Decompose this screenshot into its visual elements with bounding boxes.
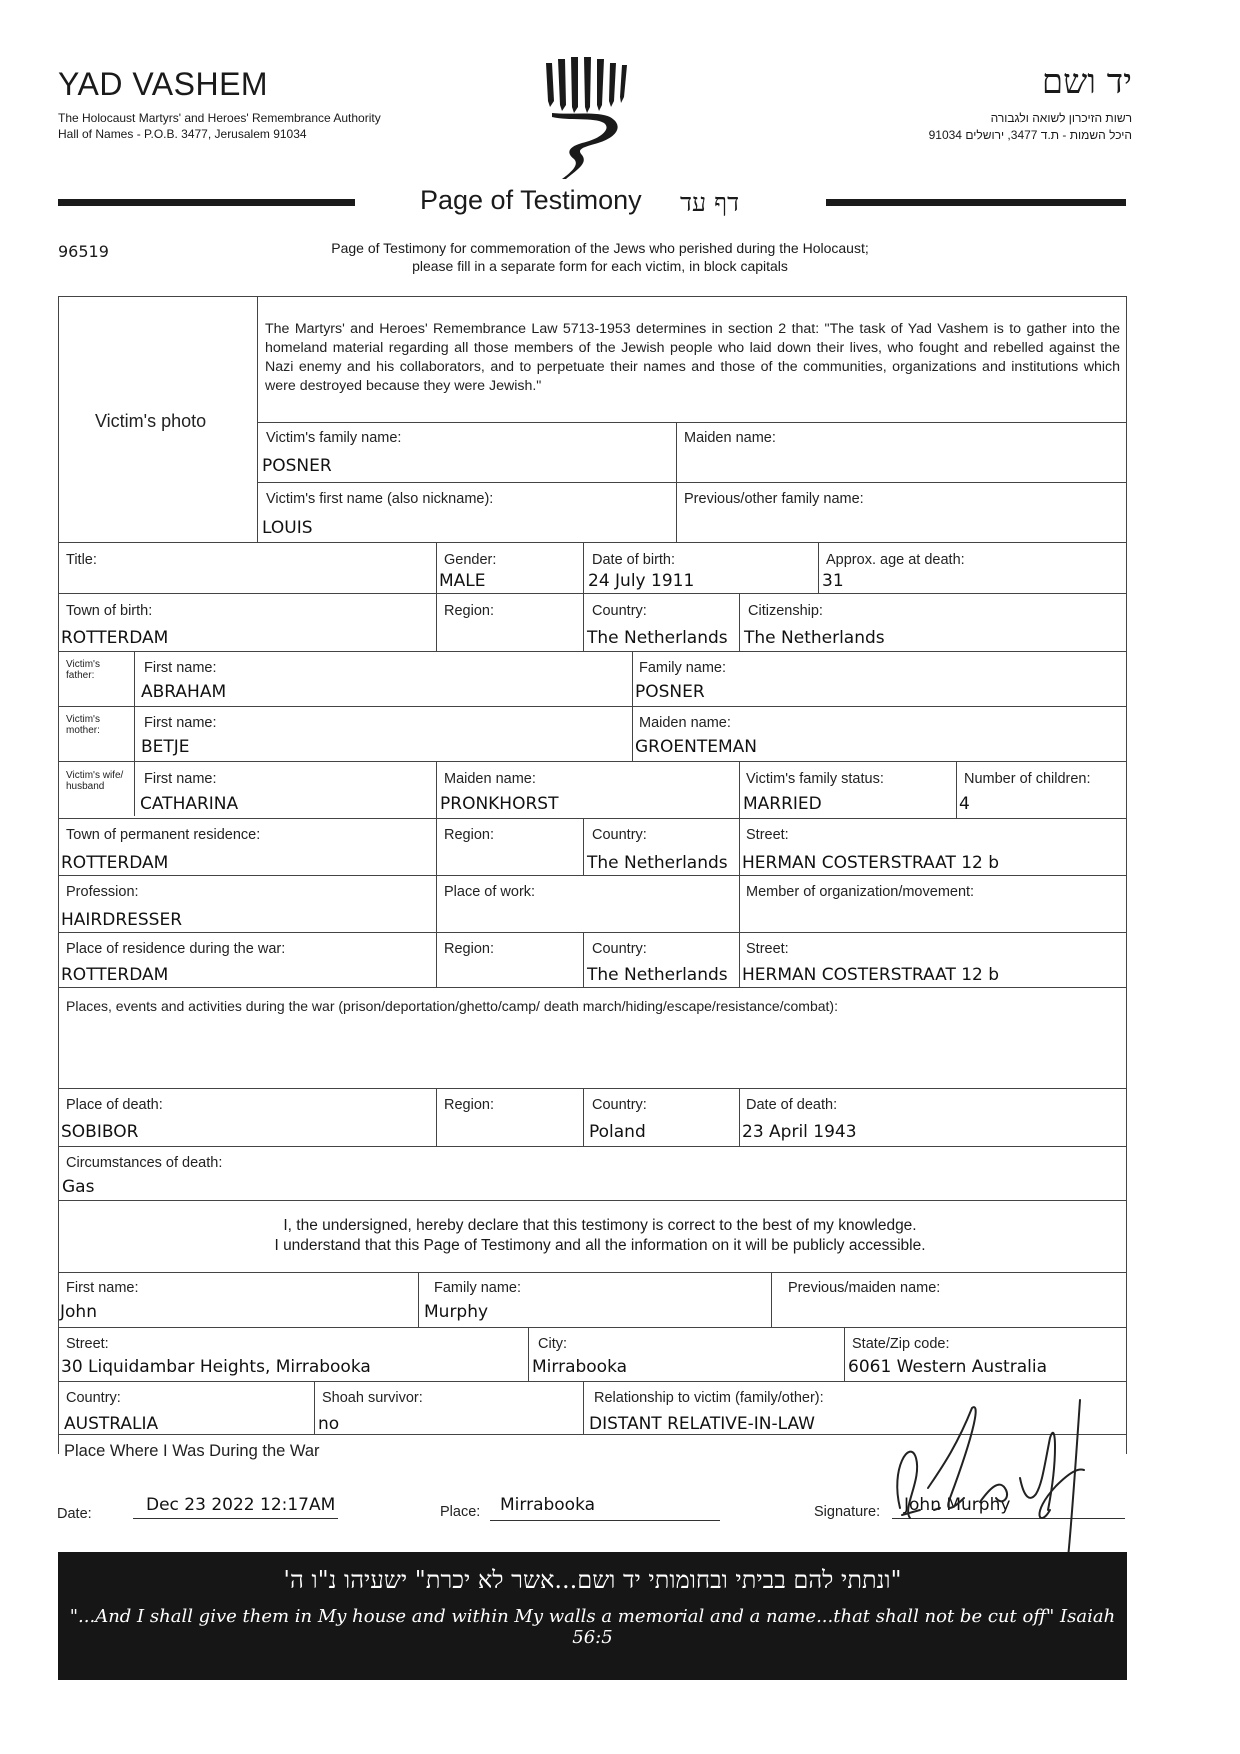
- town-of-birth-label: Town of birth:: [66, 603, 153, 619]
- place-label: Place:: [440, 1504, 481, 1520]
- mother-first-name[interactable]: BETJE: [141, 737, 190, 757]
- war-country-value[interactable]: The Netherlands: [587, 965, 728, 985]
- submitter-first-name[interactable]: John: [60, 1302, 97, 1322]
- victim-family-name-label: Victim's family name:: [266, 430, 402, 446]
- relationship-label: Relationship to victim (family/other):: [594, 1390, 824, 1406]
- war-street-label: Street:: [746, 941, 789, 957]
- shoah-survivor-value[interactable]: no: [318, 1414, 340, 1434]
- signature-value[interactable]: John Murphy: [904, 1495, 1011, 1515]
- declaration-line-2: I understand that this Page of Testimony and all the information on it will be publicly accessible.: [274, 1237, 926, 1254]
- war-events-label: Places, events and activities during the war (prison/deportation/ghetto/camp/ death march/hiding/escape/resistance/combat):: [66, 998, 838, 1014]
- submitter-family-name-label: Family name:: [434, 1280, 522, 1296]
- victim-photo-label: Victim's photo: [95, 411, 207, 431]
- birth-country-label: Country:: [592, 603, 647, 619]
- date-of-death-label: Date of death:: [746, 1097, 838, 1113]
- victim-previous-family-name-label: Previous/other family name:: [684, 491, 864, 507]
- family-status-label: Victim's family status:: [746, 771, 884, 787]
- age-at-death-value[interactable]: 31: [822, 571, 844, 591]
- father-family-name-label: Family name:: [639, 660, 727, 676]
- shoah-survivor-label: Shoah survivor:: [322, 1390, 423, 1406]
- declaration-line-1: I, the undersigned, hereby declare that this testimony is correct to the best of my knowledge.: [283, 1217, 917, 1234]
- war-region-label: Region:: [444, 941, 494, 957]
- father-row-label: Victim's father:: [66, 659, 100, 681]
- organization-membership-label: Member of organization/movement:: [746, 884, 975, 900]
- submitter-country-label: Country:: [66, 1390, 121, 1406]
- isaiah-quote-banner: [58, 1552, 1127, 1680]
- quote-english: "...And I shall give them in My house and within My walls a memorial and a name...that shall not be cut off" Isaiah 56:5: [69, 1606, 1116, 1648]
- page-title: Page of Testimony: [420, 185, 642, 215]
- org-address: Hall of Names - P.O.B. 3477, Jerusalem 91034: [58, 127, 307, 141]
- menorah-logo: [538, 55, 628, 180]
- spouse-maiden-name[interactable]: PRONKHORST: [440, 794, 559, 814]
- citizenship-label: Citizenship:: [748, 603, 823, 619]
- birth-country-value[interactable]: The Netherlands: [587, 628, 728, 648]
- date-label: Date:: [57, 1506, 92, 1522]
- page-title-hebrew: דף עד: [680, 188, 740, 217]
- war-place-label: Place Where I Was During the War: [64, 1442, 320, 1460]
- spouse-first-name[interactable]: CATHARINA: [140, 794, 239, 814]
- submitter-first-name-label: First name:: [66, 1280, 139, 1296]
- title-rule-left: [58, 199, 355, 206]
- submitter-street-label: Street:: [66, 1336, 109, 1352]
- residence-town-label: Town of permanent residence:: [66, 827, 261, 843]
- relationship-value[interactable]: DISTANT RELATIVE-IN-LAW: [589, 1414, 815, 1434]
- place-of-work-label: Place of work:: [444, 884, 536, 900]
- handwritten-signature: [880, 1398, 1100, 1558]
- number-of-children-value[interactable]: 4: [959, 794, 970, 814]
- submitter-previous-name-label: Previous/maiden name:: [788, 1280, 941, 1296]
- submitter-city[interactable]: Mirrabooka: [532, 1357, 628, 1377]
- title-label: Title:: [66, 552, 97, 568]
- intro-line-1: Page of Testimony for commemoration of the Jews who perished during the Holocaust;: [331, 240, 869, 256]
- victim-first-name[interactable]: LOUIS: [262, 518, 313, 538]
- war-residence-label: Place of residence during the war:: [66, 941, 286, 957]
- place-of-death-value[interactable]: SOBIBOR: [61, 1122, 139, 1142]
- profession-value[interactable]: HAIRDRESSER: [61, 910, 183, 930]
- org-name-hebrew: יד ושם: [1041, 62, 1132, 102]
- org-subtitle-hebrew: רשות הזיכרון לשואה ולגבורה: [990, 111, 1132, 125]
- war-country-label: Country:: [592, 941, 647, 957]
- victim-maiden-name-label: Maiden name:: [684, 430, 776, 446]
- date-value[interactable]: Dec 23 2022 12:17AM: [146, 1495, 336, 1515]
- father-family-name[interactable]: POSNER: [635, 682, 705, 702]
- org-address-hebrew: היכל השמות - ת.ד 3477, ירושלים 91034: [928, 128, 1132, 142]
- mother-maiden-name-label: Maiden name:: [639, 715, 731, 731]
- date-of-birth-value[interactable]: 24 July 1911: [588, 571, 695, 591]
- profession-label: Profession:: [66, 884, 139, 900]
- org-subtitle: The Holocaust Martyrs' and Heroes' Remembrance Authority: [58, 111, 381, 125]
- birth-region-label: Region:: [444, 603, 494, 619]
- submitter-city-label: City:: [538, 1336, 567, 1352]
- war-residence-value[interactable]: ROTTERDAM: [61, 965, 169, 985]
- law-text: The Martyrs' and Heroes' Remembrance Law 5713-1953 determines in section 2 that: "The task of Yad Vashem is to gather into the homeland material regarding all those members of the Jewish people who laid down their lives, who fought and rebelled against the Nazi enemy and his collaborators, and to perpetuate their names and those of the communities, organizations and institutions which were destroyed because they were Jewish.": [265, 321, 1120, 394]
- residence-region-label: Region:: [444, 827, 494, 843]
- death-country-value[interactable]: Poland: [589, 1122, 646, 1142]
- spouse-row-label: Victim's wife/ husband: [66, 770, 124, 792]
- date-of-death-value[interactable]: 23 April 1943: [742, 1122, 857, 1142]
- spouse-first-name-label: First name:: [144, 771, 217, 787]
- residence-street-value[interactable]: HERMAN COSTERSTRAAT 12 b: [742, 853, 1000, 873]
- age-at-death-label: Approx. age at death:: [826, 552, 965, 568]
- family-status-value[interactable]: MARRIED: [743, 794, 822, 814]
- submitter-country[interactable]: AUSTRALIA: [64, 1414, 159, 1434]
- town-of-birth-value[interactable]: ROTTERDAM: [61, 628, 169, 648]
- father-first-name[interactable]: ABRAHAM: [141, 682, 227, 702]
- place-of-death-label: Place of death:: [66, 1097, 163, 1113]
- gender-value[interactable]: MALE: [439, 571, 486, 591]
- citizenship-value[interactable]: The Netherlands: [744, 628, 885, 648]
- place-value[interactable]: Mirrabooka: [500, 1495, 596, 1515]
- circumstances-of-death-label: Circumstances of death:: [66, 1155, 223, 1171]
- submitter-state[interactable]: 6061 Western Australia: [848, 1357, 1047, 1377]
- number-of-children-label: Number of children:: [964, 771, 1091, 787]
- residence-street-label: Street:: [746, 827, 789, 843]
- war-street-value[interactable]: HERMAN COSTERSTRAAT 12 b: [742, 965, 1000, 985]
- title-rule-right: [826, 199, 1126, 206]
- victim-first-name-label: Victim's first name (also nickname):: [266, 491, 494, 507]
- submitter-family-name[interactable]: Murphy: [424, 1302, 489, 1322]
- mother-first-name-label: First name:: [144, 715, 217, 731]
- quote-hebrew: "ונתתי להם בביתי ובחומותי יד ושם...אשר לא יכרת" ישעיהו נ"ו ה': [283, 1566, 902, 1594]
- mother-row-label: Victim's mother:: [66, 714, 100, 736]
- death-country-label: Country:: [592, 1097, 647, 1113]
- death-region-label: Region:: [444, 1097, 494, 1113]
- submitter-state-label: State/Zip code:: [852, 1336, 950, 1352]
- org-name: YAD VASHEM: [58, 66, 269, 102]
- date-of-birth-label: Date of birth:: [592, 552, 676, 568]
- residence-country-label: Country:: [592, 827, 647, 843]
- residence-country-value[interactable]: The Netherlands: [587, 853, 728, 873]
- father-first-name-label: First name:: [144, 660, 217, 676]
- mother-maiden-name[interactable]: GROENTEMAN: [635, 737, 757, 757]
- victim-family-name[interactable]: POSNER: [262, 456, 332, 476]
- gender-label: Gender:: [444, 552, 497, 568]
- circumstances-of-death-value[interactable]: Gas: [62, 1177, 95, 1197]
- submitter-street[interactable]: 30 Liquidambar Heights, Mirrabooka: [61, 1357, 371, 1377]
- spouse-maiden-name-label: Maiden name:: [444, 771, 536, 787]
- form-number: 96519: [58, 242, 109, 261]
- residence-town-value[interactable]: ROTTERDAM: [61, 853, 169, 873]
- intro-line-2: please fill in a separate form for each victim, in block capitals: [412, 258, 788, 274]
- signature-label: Signature:: [814, 1504, 881, 1520]
